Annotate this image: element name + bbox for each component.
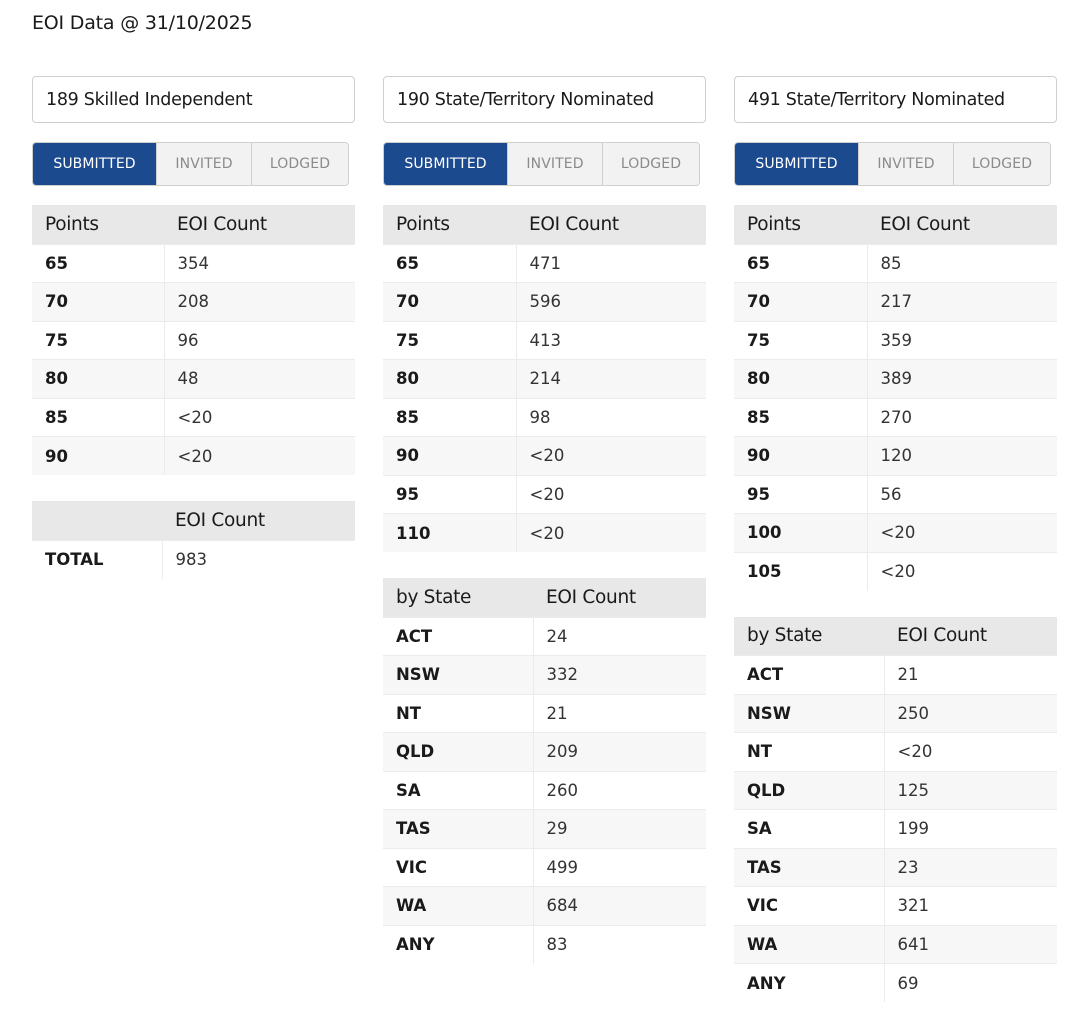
table-header-row <box>383 205 706 244</box>
eoi-count-cell: 499 <box>533 848 706 887</box>
eoi-count-cell: 413 <box>516 321 706 360</box>
row-key: TOTAL <box>32 540 162 579</box>
table-row <box>734 514 1057 553</box>
table-row <box>734 398 1057 437</box>
eoi-count-cell: 983 <box>162 540 355 579</box>
tab-submitted[interactable]: SUBMITTED <box>33 143 156 185</box>
table-header-row <box>32 501 355 540</box>
row-key: 95 <box>383 475 516 514</box>
eoi-count-cell: 641 <box>884 925 1057 964</box>
table-row <box>32 540 355 579</box>
row-key: WA <box>383 887 533 926</box>
table-row <box>734 437 1057 476</box>
table-row <box>32 321 355 360</box>
eoi-count-cell: 684 <box>533 887 706 926</box>
table-row <box>383 398 706 437</box>
row-key: 90 <box>32 437 164 476</box>
eoi-count-cell: 208 <box>164 283 355 322</box>
tab-lodged[interactable]: LODGED <box>602 143 699 185</box>
column-header: EOI Count <box>162 501 355 540</box>
eoi-count-cell: 69 <box>884 964 1057 1003</box>
column-header <box>32 501 162 540</box>
table-row <box>383 475 706 514</box>
row-key: NT <box>383 694 533 733</box>
tab-invited[interactable]: INVITED <box>507 143 602 185</box>
eoi-count-cell: 209 <box>533 733 706 772</box>
row-key: 65 <box>383 244 516 283</box>
by-state-table <box>383 578 706 964</box>
column-header: Points <box>734 205 867 244</box>
eoi-count-cell: 48 <box>164 360 355 399</box>
eoi-count-cell: 214 <box>516 360 706 399</box>
row-key: ANY <box>734 964 884 1003</box>
visa-column-491 <box>734 76 1057 1002</box>
eoi-count-cell: 24 <box>533 617 706 656</box>
table-row <box>383 656 706 695</box>
eoi-count-cell: <20 <box>867 514 1057 553</box>
table-row <box>734 771 1057 810</box>
eoi-count-cell: 260 <box>533 771 706 810</box>
table-row <box>32 283 355 322</box>
row-key: 85 <box>734 398 867 437</box>
table-header-row <box>734 205 1057 244</box>
eoi-count-cell: <20 <box>884 733 1057 772</box>
tab-invited[interactable]: INVITED <box>156 143 251 185</box>
tab-lodged[interactable]: LODGED <box>251 143 348 185</box>
row-key: 80 <box>734 360 867 399</box>
table-row <box>383 321 706 360</box>
row-key: 65 <box>32 244 164 283</box>
table-header-row <box>383 578 706 617</box>
row-key: ANY <box>383 925 533 964</box>
eoi-count-cell: 199 <box>884 810 1057 849</box>
eoi-count-cell: 120 <box>867 437 1057 476</box>
table-row <box>734 694 1057 733</box>
row-key: 75 <box>734 321 867 360</box>
visa-subclass-select[interactable]: 491 State/Territory Nominated <box>734 76 1057 123</box>
by-state-table <box>734 617 1057 1003</box>
eoi-count-cell: 250 <box>884 694 1057 733</box>
row-key: TAS <box>383 810 533 849</box>
table-row <box>734 810 1057 849</box>
eoi-count-cell: 270 <box>867 398 1057 437</box>
row-key: 80 <box>383 360 516 399</box>
visa-column-189 <box>32 76 355 579</box>
row-key: ACT <box>734 656 884 695</box>
eoi-count-cell: 85 <box>867 244 1057 283</box>
row-key: TAS <box>734 848 884 887</box>
row-key: VIC <box>734 887 884 926</box>
column-header: by State <box>383 578 533 617</box>
eoi-count-cell: 471 <box>516 244 706 283</box>
row-key: 90 <box>383 437 516 476</box>
table-row <box>734 964 1057 1003</box>
row-key: 75 <box>383 321 516 360</box>
eoi-count-cell: <20 <box>164 437 355 476</box>
tab-invited[interactable]: INVITED <box>858 143 953 185</box>
eoi-count-cell: 217 <box>867 283 1057 322</box>
table-row <box>383 771 706 810</box>
row-key: QLD <box>383 733 533 772</box>
row-key: WA <box>734 925 884 964</box>
points-table <box>383 205 706 552</box>
table-row <box>734 244 1057 283</box>
table-row <box>383 848 706 887</box>
status-tabs <box>32 142 349 186</box>
row-key: 85 <box>32 398 164 437</box>
row-key: 65 <box>734 244 867 283</box>
eoi-count-cell: <20 <box>516 514 706 553</box>
table-row <box>734 552 1057 591</box>
column-header: EOI Count <box>884 617 1057 656</box>
row-key: 105 <box>734 552 867 591</box>
column-header: EOI Count <box>867 205 1057 244</box>
column-header: by State <box>734 617 884 656</box>
visa-subclass-select[interactable]: 190 State/Territory Nominated <box>383 76 706 123</box>
row-key: 80 <box>32 360 164 399</box>
table-row <box>734 475 1057 514</box>
column-header: EOI Count <box>516 205 706 244</box>
visa-column-190 <box>383 76 706 964</box>
table-header-row <box>734 617 1057 656</box>
table-row <box>734 656 1057 695</box>
row-key: NSW <box>383 656 533 695</box>
eoi-count-cell: 359 <box>867 321 1057 360</box>
row-key: SA <box>734 810 884 849</box>
table-row <box>383 694 706 733</box>
table-row <box>383 887 706 926</box>
row-key: 95 <box>734 475 867 514</box>
eoi-count-cell: 21 <box>533 694 706 733</box>
row-key: 70 <box>734 283 867 322</box>
eoi-count-cell: <20 <box>164 398 355 437</box>
table-row <box>734 848 1057 887</box>
table-row <box>734 733 1057 772</box>
row-key: 70 <box>32 283 164 322</box>
table-row <box>734 925 1057 964</box>
eoi-count-cell: <20 <box>516 475 706 514</box>
row-key: 70 <box>383 283 516 322</box>
table-row <box>383 437 706 476</box>
table-row <box>734 321 1057 360</box>
status-tabs <box>383 142 700 186</box>
table-row <box>734 283 1057 322</box>
table-row <box>383 514 706 553</box>
column-header: EOI Count <box>164 205 355 244</box>
table-row <box>32 360 355 399</box>
column-header: Points <box>32 205 164 244</box>
eoi-count-cell: 389 <box>867 360 1057 399</box>
status-tabs <box>734 142 1051 186</box>
row-key: NT <box>734 733 884 772</box>
row-key: VIC <box>383 848 533 887</box>
eoi-count-cell: 354 <box>164 244 355 283</box>
table-row <box>383 360 706 399</box>
row-key: QLD <box>734 771 884 810</box>
eoi-count-cell: <20 <box>867 552 1057 591</box>
row-key: NSW <box>734 694 884 733</box>
table-row <box>383 617 706 656</box>
row-key: SA <box>383 771 533 810</box>
eoi-count-cell: 96 <box>164 321 355 360</box>
row-key: 85 <box>383 398 516 437</box>
tab-lodged[interactable]: LODGED <box>953 143 1050 185</box>
points-table <box>734 205 1057 591</box>
tab-submitted[interactable]: SUBMITTED <box>735 143 858 185</box>
row-key: 75 <box>32 321 164 360</box>
table-row <box>383 283 706 322</box>
table-row <box>383 925 706 964</box>
eoi-count-cell: 29 <box>533 810 706 849</box>
table-row <box>383 244 706 283</box>
tab-submitted[interactable]: SUBMITTED <box>384 143 507 185</box>
table-row <box>383 810 706 849</box>
table-row <box>32 244 355 283</box>
eoi-count-cell: 321 <box>884 887 1057 926</box>
eoi-count-cell: 83 <box>533 925 706 964</box>
table-row <box>32 398 355 437</box>
table-row <box>32 437 355 476</box>
row-key: 90 <box>734 437 867 476</box>
total-table <box>32 501 355 579</box>
row-key: 110 <box>383 514 516 553</box>
column-header: EOI Count <box>533 578 706 617</box>
eoi-count-cell: 596 <box>516 283 706 322</box>
table-row <box>734 360 1057 399</box>
eoi-count-cell: 23 <box>884 848 1057 887</box>
row-key: ACT <box>383 617 533 656</box>
eoi-count-cell: 21 <box>884 656 1057 695</box>
eoi-count-cell: <20 <box>516 437 706 476</box>
visa-subclass-select[interactable]: 189 Skilled Independent <box>32 76 355 123</box>
eoi-count-cell: 56 <box>867 475 1057 514</box>
eoi-count-cell: 98 <box>516 398 706 437</box>
row-key: 100 <box>734 514 867 553</box>
page-title: EOI Data @ 31/10/2025 <box>32 12 253 34</box>
table-row <box>734 887 1057 926</box>
eoi-count-cell: 125 <box>884 771 1057 810</box>
eoi-count-cell: 332 <box>533 656 706 695</box>
table-row <box>383 733 706 772</box>
table-header-row <box>32 205 355 244</box>
column-header: Points <box>383 205 516 244</box>
points-table <box>32 205 355 475</box>
